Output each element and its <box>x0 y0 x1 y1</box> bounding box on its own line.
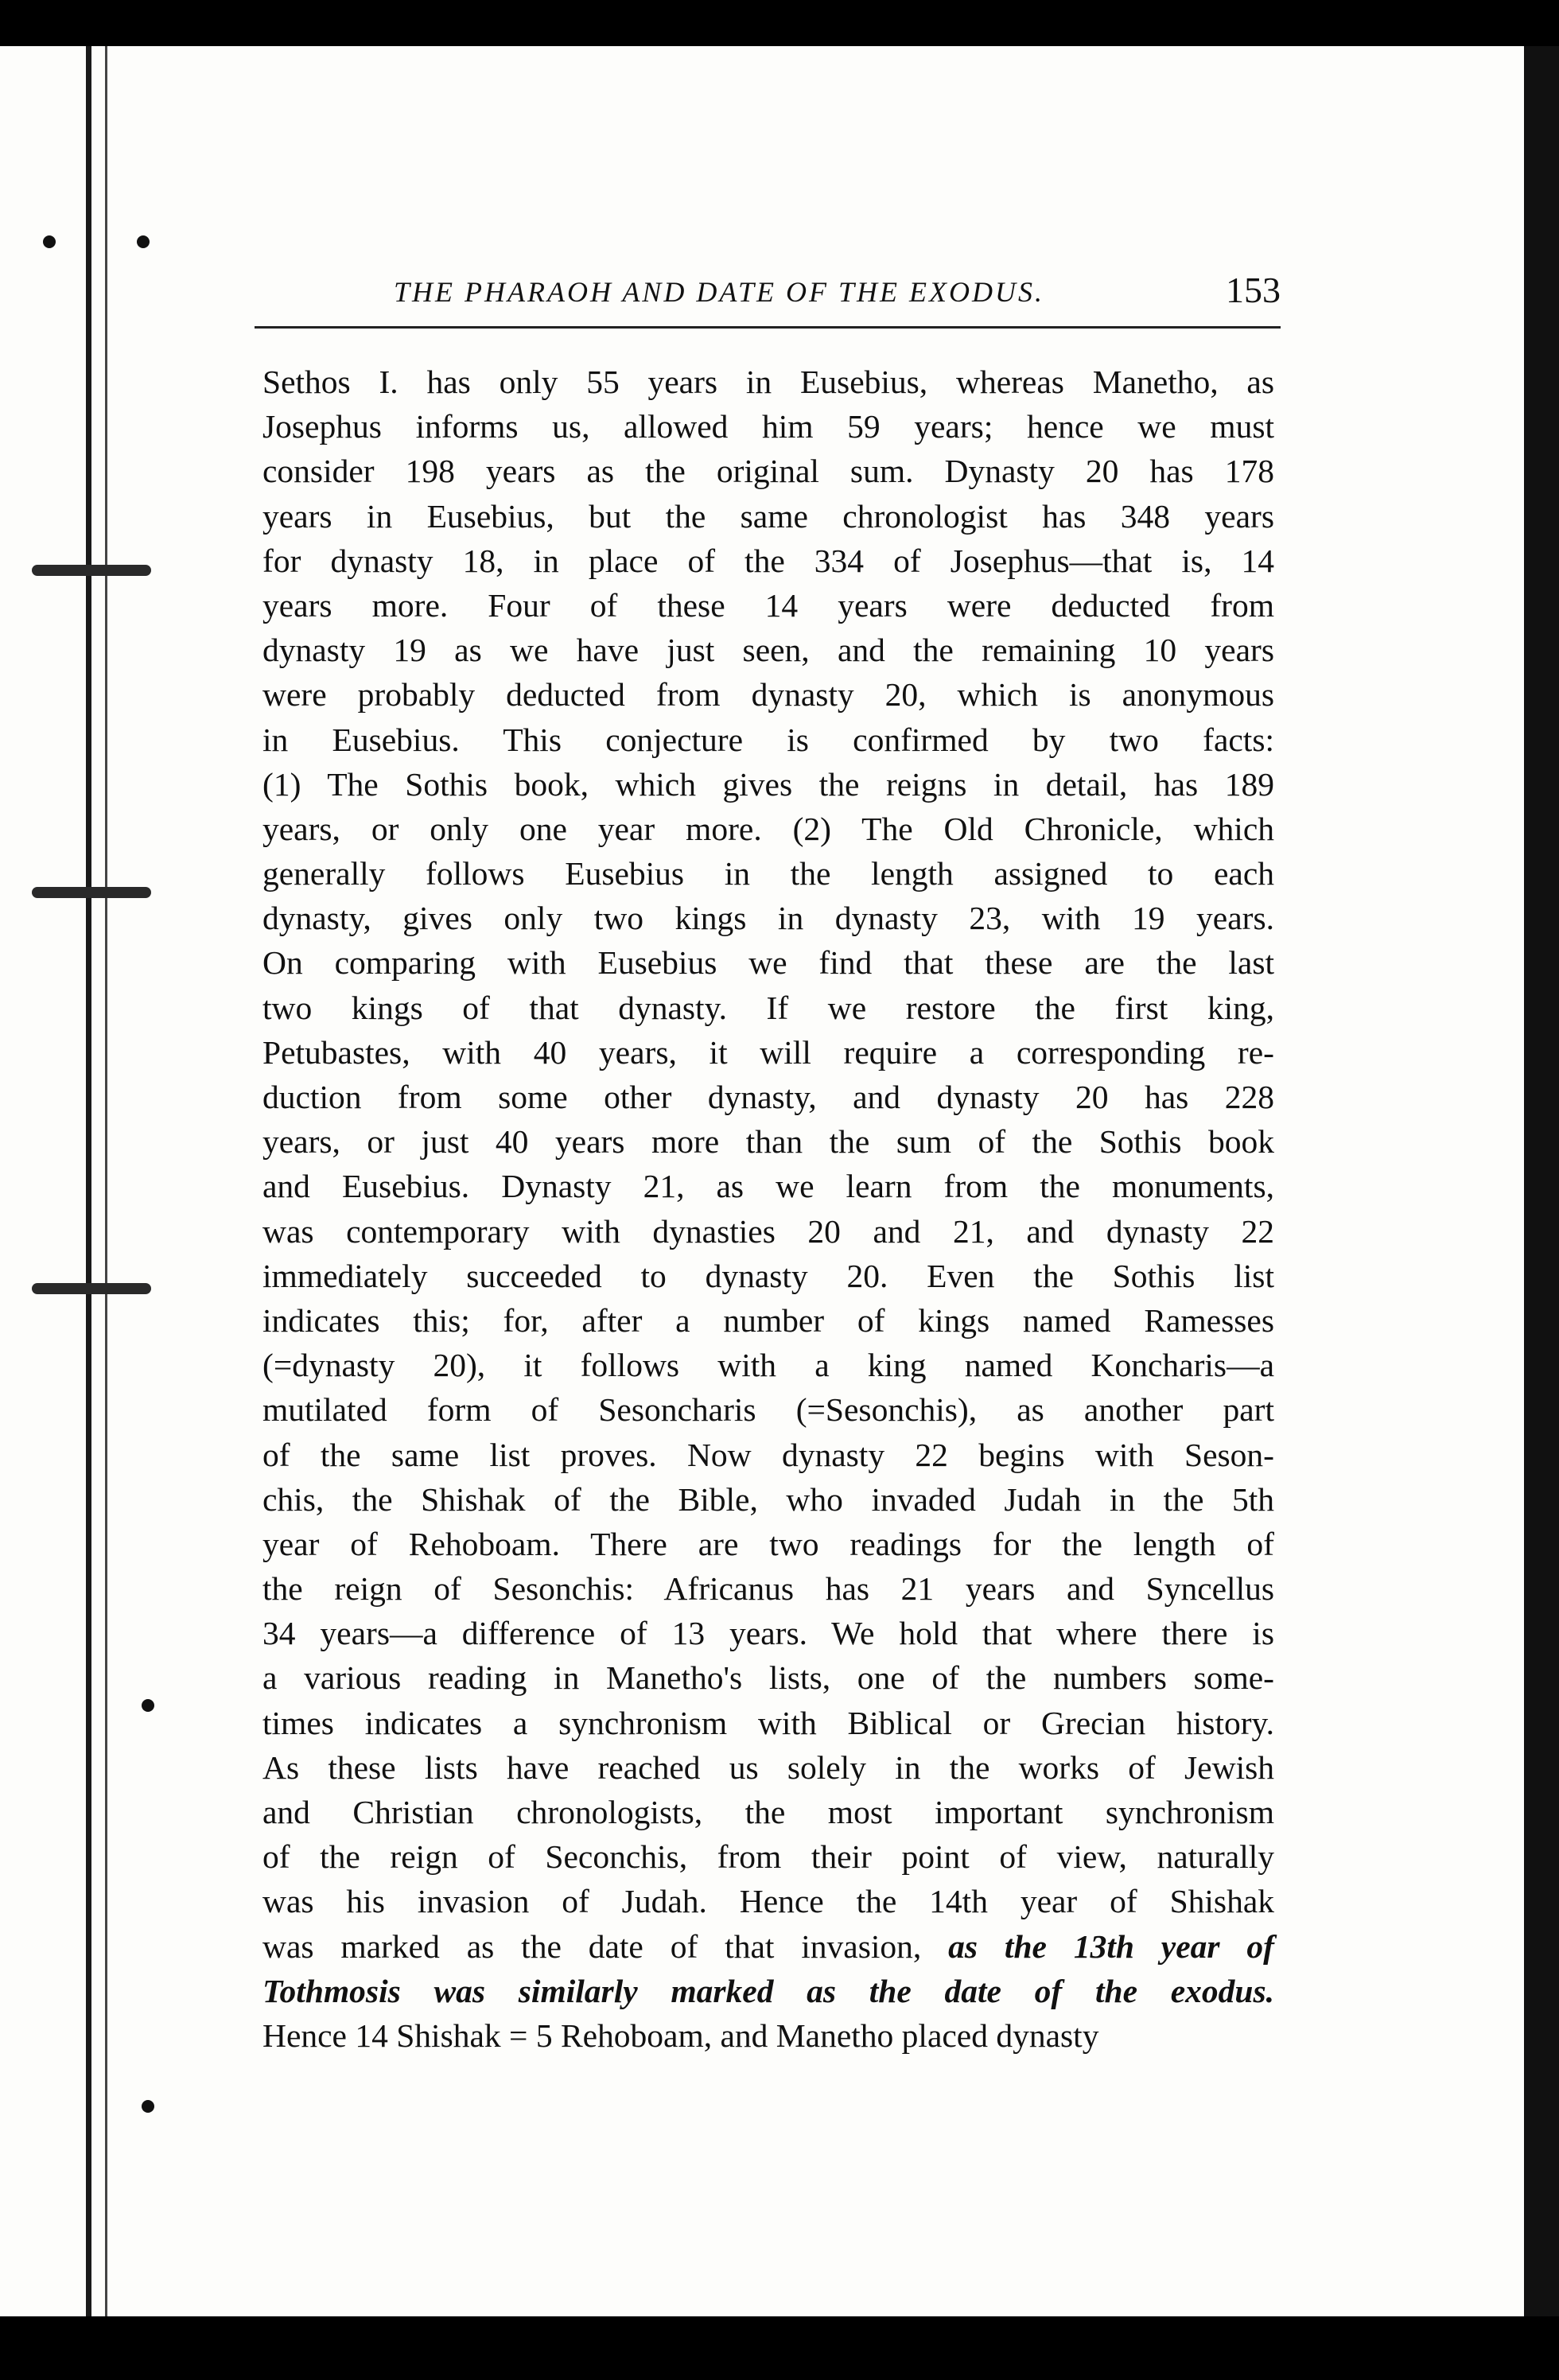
text-line: Sethos I. has only 55 years in Eusebius, whereas Manetho, as <box>262 364 1274 400</box>
text-line: were probably deducted from dynasty 20, which is anonymous <box>262 676 1274 714</box>
text-line: was contemporary with dynasties 20 and 21, and dynasty 22 <box>262 1212 1274 1250</box>
text-line: year of Rehoboam. There are two readings for the length of <box>262 1525 1274 1562</box>
text-line: dynasty 19 as we have just seen, and the remaining 10 years <box>262 632 1274 669</box>
text-line: was his invasion of Judah. Hence the 14th year of Shishak <box>262 1883 1274 1920</box>
text-line: consider 198 years as the original sum. Dynasty 20 has 178 <box>262 453 1274 490</box>
text-line: of the reign of Seconchis, from their point of view, naturally <box>262 1838 1274 1876</box>
text-line: Josephus informs us, allowed him 59 years; hence we must <box>262 408 1274 445</box>
binding-edge <box>86 46 91 2316</box>
body-text <box>262 360 1274 2058</box>
book-page <box>0 46 1524 2316</box>
text-line: immediately succeeded to dynasty 20. Even the Sothis list <box>262 1257 1274 1294</box>
binder-hole <box>142 2100 154 2113</box>
page-number: 153 <box>1226 270 1281 310</box>
text-line: Petubastes, with 40 years, it will require a corresponding re- <box>262 1033 1274 1071</box>
binding-shadow <box>105 46 107 2316</box>
text-line: (=dynasty 20), it follows with a king named Koncharis—a <box>262 1347 1274 1384</box>
text-line: a various reading in Manetho's lists, one of the numbers some- <box>262 1659 1274 1697</box>
text-line: times indicates a synchronism with Biblical or Grecian history. <box>262 1704 1274 1741</box>
text-line: in Eusebius. This conjecture is confirmed by two facts: <box>262 721 1274 758</box>
binder-hole <box>43 235 56 248</box>
binder-hole <box>137 235 150 248</box>
text-segment: was marked as the date of that invasion, <box>262 1927 922 1965</box>
text-line: generally follows Eusebius in the length assigned to each <box>262 855 1274 892</box>
text-line: mutilated form of Sesoncharis (=Sesonchis), as another part <box>262 1391 1274 1429</box>
binder-hole <box>142 1699 154 1712</box>
text-line: dynasty, gives only two kings in dynasty 23, with 19 years. <box>262 900 1274 937</box>
italic-emphasis: as the 13th year of <box>948 1927 1274 1965</box>
text-line: indicates this; for, after a number of kings named Ramesses <box>262 1301 1274 1339</box>
text-line-italic: Tothmosis was similarly marked as the date of the exodus. <box>262 1972 1274 2009</box>
binder-ring <box>32 1283 151 1294</box>
text-line: Hence 14 Shishak = 5 Rehoboam, and Manetho placed dynasty <box>262 2016 1099 2054</box>
text-line: As these lists have reached us solely in the works of Jewish <box>262 1748 1274 1786</box>
text-line: two kings of that dynasty. If we restore the first king, <box>262 989 1274 1026</box>
binder-ring <box>32 887 151 898</box>
binder-ring <box>32 565 151 576</box>
text-line: chis, the Shishak of the Bible, who invaded Judah in the 5th <box>262 1480 1274 1518</box>
text-line: years, or only one year more. (2) The Old Chronicle, which <box>262 810 1274 847</box>
text-line: years in Eusebius, but the same chronologist has 348 years <box>262 497 1274 535</box>
text-line: years, or just 40 years more than the sum of the Sothis book <box>262 1123 1274 1161</box>
text-line: 34 years—a difference of 13 years. We hold that where there is <box>262 1615 1274 1652</box>
text-line: the reign of Sesonchis: Africanus has 21 years and Syncellus <box>262 1570 1274 1608</box>
text-line-mixed <box>262 1924 1274 1969</box>
running-title: THE PHARAOH AND DATE OF THE EXODUS. <box>394 276 1044 308</box>
text-line: of the same list proves. Now dynasty 22 begins with Seson- <box>262 1436 1274 1473</box>
page-header <box>255 231 1281 329</box>
text-line: and Christian chronologists, the most important synchronism <box>262 1794 1274 1830</box>
text-line: On comparing with Eusebius we find that these are the last <box>262 944 1274 982</box>
page-edge <box>1524 46 1559 2316</box>
text-line: and Eusebius. Dynasty 21, as we learn from the monuments, <box>262 1168 1274 1205</box>
text-line: duction from some other dynasty, and dynasty 20 has 228 <box>262 1079 1274 1115</box>
text-line: years more. Four of these 14 years were deducted from <box>262 586 1274 624</box>
text-line: for dynasty 18, in place of the 334 of Josephus—that is, 14 <box>262 542 1274 579</box>
text-line: (1) The Sothis book, which gives the reigns in detail, has 189 <box>262 765 1274 803</box>
